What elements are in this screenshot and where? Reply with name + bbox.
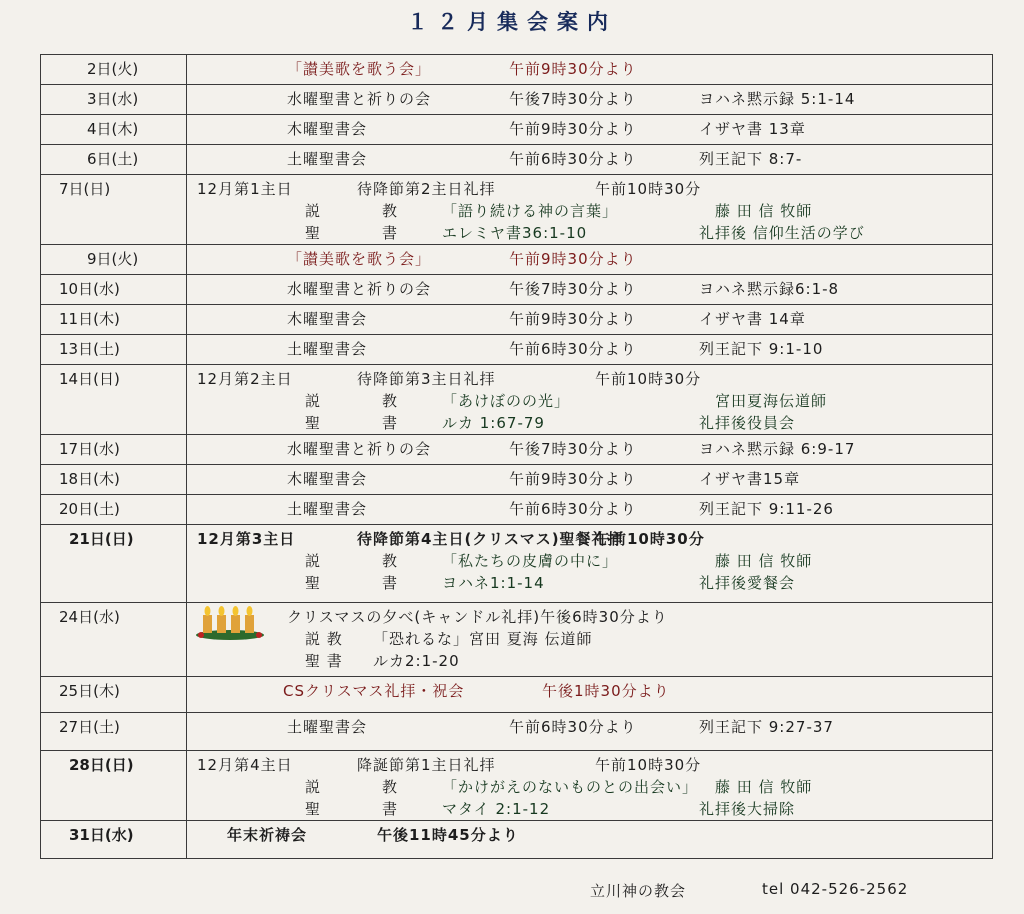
schedule-row [41, 603, 993, 677]
event-line [187, 628, 992, 650]
event-line [187, 248, 992, 270]
date-cell [41, 603, 187, 677]
event-cell [187, 145, 993, 175]
event-text: 待降節第4主日(クリスマス)聖餐礼拝 [357, 530, 624, 548]
event-text: 「讃美歌を歌う会」 [287, 250, 432, 268]
event-cell [187, 435, 993, 465]
event-text: 礼拝後 信仰生活の学び [699, 224, 865, 242]
event-text: 水曜聖書と祈りの会 [287, 440, 432, 458]
event-cell [187, 85, 993, 115]
event-cell [187, 305, 993, 335]
event-text: 列王記下 8:7- [699, 150, 803, 168]
event-text: 待降節第2主日礼拝 [357, 180, 496, 198]
date-cell [41, 175, 187, 245]
event-text: 列王記下 9:27-37 [699, 718, 834, 736]
date-label: 25日(木) [59, 682, 120, 700]
event-cell [187, 821, 993, 859]
date-cell [41, 115, 187, 145]
event-text: 藤 田 信 牧師 [715, 552, 813, 570]
event-text: 水曜聖書と祈りの会 [287, 280, 432, 298]
event-text: 午後1時30分より [542, 682, 670, 700]
date-label: 2日(火) [87, 60, 139, 78]
date-cell [41, 275, 187, 305]
event-text: 説 [305, 778, 322, 796]
event-text: 礼拝後大掃除 [699, 800, 796, 818]
date-label: 31日(水) [69, 826, 134, 844]
event-line [187, 148, 992, 170]
date-cell [41, 495, 187, 525]
event-line [187, 528, 992, 550]
event-cell [187, 245, 993, 275]
event-cell [187, 335, 993, 365]
event-text: 礼拝後愛餐会 [699, 574, 796, 592]
event-text: 12月第3主日 [197, 530, 296, 548]
date-label: 18日(木) [59, 470, 120, 488]
event-text: 午前6時30分より [509, 718, 637, 736]
event-line [187, 222, 992, 244]
event-cell [187, 115, 993, 145]
event-line [187, 200, 992, 222]
event-text: 宮田夏海伝道師 [715, 392, 828, 410]
event-text: ヨハネ黙示録 6:9-17 [699, 440, 856, 458]
event-text: 午前6時30分より [509, 340, 637, 358]
event-line [187, 368, 992, 390]
event-text: 説 [305, 552, 322, 570]
event-line [187, 338, 992, 360]
schedule-row [41, 525, 993, 603]
event-text: 午後11時45分より [377, 826, 519, 844]
schedule-row [41, 245, 993, 275]
event-text: 書 [382, 574, 399, 592]
event-line [187, 550, 992, 572]
event-line [187, 88, 992, 110]
event-text: CSクリスマス礼拝・祝会 [283, 682, 465, 700]
event-cell [187, 713, 993, 751]
date-label: 10日(水) [59, 280, 120, 298]
event-text: 水曜聖書と祈りの会 [287, 90, 432, 108]
schedule-row [41, 821, 993, 859]
event-line [187, 824, 992, 846]
event-text: 「讃美歌を歌う会」 [287, 60, 432, 78]
event-cell [187, 677, 993, 713]
date-label: 21日(日) [69, 530, 134, 548]
event-cell [187, 603, 993, 677]
event-line [187, 776, 992, 798]
event-line [187, 716, 992, 738]
event-text: 教 [382, 778, 399, 796]
event-line [187, 390, 992, 412]
event-text: 説 教 [305, 630, 343, 648]
date-cell [41, 677, 187, 713]
event-text: 書 [382, 224, 399, 242]
date-cell [41, 435, 187, 465]
event-line [187, 412, 992, 434]
event-text: 午前6時30分より [509, 150, 637, 168]
event-text: 土曜聖書会 [287, 718, 368, 736]
event-line [187, 650, 992, 672]
schedule-row [41, 55, 993, 85]
event-text: 午後7時30分より [509, 90, 637, 108]
date-label: 24日(水) [59, 608, 120, 626]
event-line [187, 572, 992, 594]
event-text: ヨハネ1:1-14 [442, 574, 545, 592]
event-text: 聖 [305, 414, 322, 432]
date-cell [41, 55, 187, 85]
schedule-row [41, 677, 993, 713]
event-text: イザヤ書 13章 [699, 120, 806, 138]
date-cell [41, 465, 187, 495]
event-line [187, 754, 992, 776]
date-cell [41, 85, 187, 115]
schedule-row [41, 145, 993, 175]
event-text: 説 [305, 392, 322, 410]
event-text: 木曜聖書会 [287, 120, 368, 138]
event-cell [187, 751, 993, 821]
event-cell [187, 525, 993, 603]
event-text: 土曜聖書会 [287, 150, 368, 168]
event-text: 午前9時30分より [509, 60, 637, 78]
schedule-table [40, 54, 993, 859]
event-line [187, 178, 992, 200]
date-label: 14日(日) [59, 370, 120, 388]
event-text: 聖 [305, 800, 322, 818]
event-text: ルカ 1:67-79 [442, 414, 545, 432]
date-label: 4日(木) [87, 120, 139, 138]
event-cell [187, 175, 993, 245]
event-text: 午前10時30分 [595, 530, 705, 548]
event-text: マタイ 2:1-12 [442, 800, 551, 818]
event-text: 教 [382, 202, 399, 220]
event-text: 土曜聖書会 [287, 500, 368, 518]
event-text: 教 [382, 392, 399, 410]
event-text: 12月第4主日 [197, 756, 293, 774]
event-text: 列王記下 9:11-26 [699, 500, 834, 518]
schedule-row [41, 435, 993, 465]
date-cell [41, 751, 187, 821]
event-text: 午前9時30分より [509, 310, 637, 328]
event-cell [187, 365, 993, 435]
event-line [187, 438, 992, 460]
event-text: ヨハネ黙示録6:1-8 [699, 280, 840, 298]
event-cell [187, 55, 993, 85]
event-text: 藤 田 信 牧師 [715, 778, 813, 796]
event-text: 午前10時30分 [595, 370, 702, 388]
event-line [187, 278, 992, 300]
event-text: 降誕節第1主日礼拝 [357, 756, 496, 774]
event-text: イザヤ書 14章 [699, 310, 806, 328]
date-cell [41, 305, 187, 335]
event-line [187, 468, 992, 490]
date-cell [41, 821, 187, 859]
event-text: 説 [305, 202, 322, 220]
event-text: 聖 [305, 224, 322, 242]
event-text: 聖 書 [305, 652, 343, 670]
event-line [187, 680, 992, 702]
date-label: 17日(水) [59, 440, 120, 458]
schedule-row [41, 713, 993, 751]
event-text: 木曜聖書会 [287, 310, 368, 328]
schedule-row [41, 85, 993, 115]
event-text: エレミヤ書36:1-10 [442, 224, 588, 242]
event-text: 待降節第3主日礼拝 [357, 370, 496, 388]
event-text: 「恐れるな」宮田 夏海 伝道師 [373, 630, 593, 648]
event-cell [187, 275, 993, 305]
schedule-row [41, 305, 993, 335]
date-label: 20日(土) [59, 500, 120, 518]
date-label: 11日(木) [59, 310, 120, 328]
event-text: ルカ2:1-20 [373, 652, 460, 670]
event-text: 教 [382, 552, 399, 570]
event-line [187, 308, 992, 330]
schedule-row [41, 365, 993, 435]
date-label: 6日(土) [87, 150, 139, 168]
date-label: 9日(火) [87, 250, 139, 268]
event-text: 「語り続ける神の言葉」 [442, 202, 619, 220]
date-label: 7日(日) [59, 180, 111, 198]
event-text: 午前10時30分 [595, 756, 702, 774]
event-line [187, 498, 992, 520]
schedule-row [41, 751, 993, 821]
event-text: 12月第1主日 [197, 180, 293, 198]
page-title: １２月集会案内 [407, 10, 617, 34]
event-text: ヨハネ黙示録 5:1-14 [699, 90, 856, 108]
event-text: クリスマスの夕べ(キャンドル礼拝)午後6時30分より [287, 608, 668, 626]
date-label: 27日(土) [59, 718, 120, 736]
schedule-row [41, 465, 993, 495]
event-text: 「私たちの皮膚の中に」 [442, 552, 619, 570]
date-label: 3日(水) [87, 90, 139, 108]
date-cell [41, 525, 187, 603]
date-cell [41, 145, 187, 175]
church-tel: tel 042-526-2562 [762, 880, 909, 898]
event-text: 午前10時30分 [595, 180, 702, 198]
date-label: 28日(日) [69, 756, 134, 774]
event-text: 午前6時30分より [509, 500, 637, 518]
schedule-row [41, 175, 993, 245]
event-text: 午前9時30分より [509, 250, 637, 268]
event-text: 木曜聖書会 [287, 470, 368, 488]
event-text: 午前9時30分より [509, 120, 637, 138]
schedule-row [41, 115, 993, 145]
church-name: 立川神の教会 [590, 882, 687, 900]
event-text: 書 [382, 414, 399, 432]
schedule-row [41, 495, 993, 525]
event-text: 礼拝後役員会 [699, 414, 796, 432]
event-text: 午後7時30分より [509, 440, 637, 458]
event-text: 午後7時30分より [509, 280, 637, 298]
date-cell [41, 713, 187, 751]
date-cell [41, 245, 187, 275]
event-text: 土曜聖書会 [287, 340, 368, 358]
event-text: 12月第2主日 [197, 370, 293, 388]
event-text: 午前9時30分より [509, 470, 637, 488]
event-text: 「あけぼのの光」 [442, 392, 571, 410]
event-cell [187, 465, 993, 495]
event-line [187, 58, 992, 80]
event-text: 年末祈祷会 [227, 826, 308, 844]
date-cell [41, 335, 187, 365]
date-cell [41, 365, 187, 435]
event-text: 藤 田 信 牧師 [715, 202, 813, 220]
event-line [187, 798, 992, 820]
schedule-row [41, 335, 993, 365]
schedule-row [41, 275, 993, 305]
event-text: 聖 [305, 574, 322, 592]
event-text: 「かけがえのないものとの出会い」 [442, 778, 699, 796]
event-text: 書 [382, 800, 399, 818]
event-text: イザヤ書15章 [699, 470, 801, 488]
event-text: 列王記下 9:1-10 [699, 340, 824, 358]
event-line [187, 606, 992, 628]
date-label: 13日(土) [59, 340, 120, 358]
event-cell [187, 495, 993, 525]
event-line [187, 118, 992, 140]
